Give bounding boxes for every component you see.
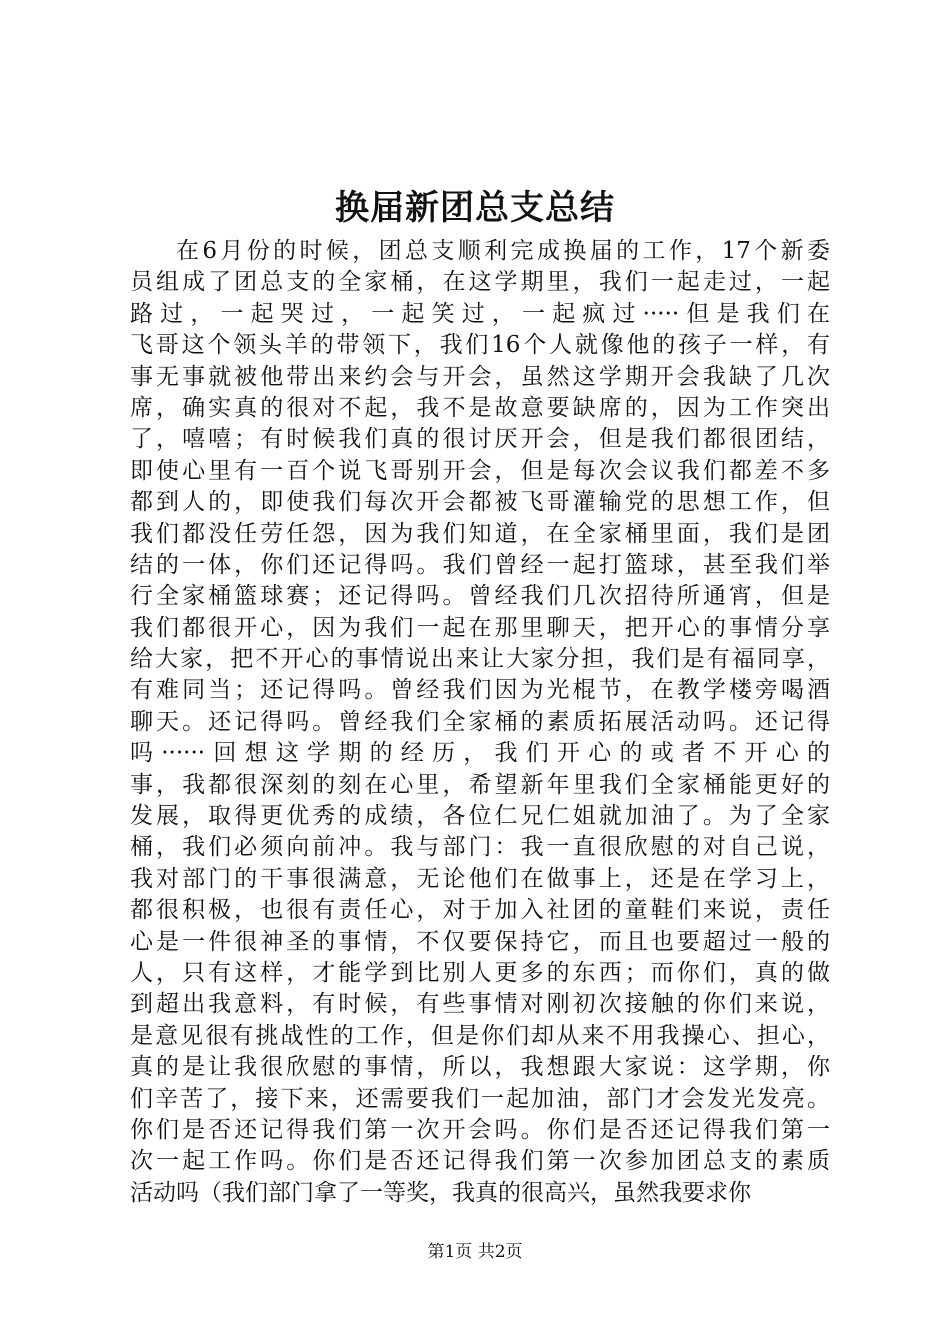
text-line: 即使心里有一百个说飞哥别开会，但是每次会议我们都差不多	[130, 457, 830, 484]
text-line: 给大家，把不开心的事情说出来让大家分担，我们是有福同享，	[130, 646, 830, 673]
text-line: 路过，一起哭过，一起笑过，一起疯过·····但是我们在	[130, 300, 830, 327]
text-line: 事无事就被他带出来约会与开会，虽然这学期开会我缺了几次	[130, 363, 830, 390]
text-line: 员组成了团总支的全家桶，在这学期里，我们一起走过，一起	[130, 269, 830, 296]
text-line: 行全家桶篮球赛；还记得吗。曾经我们几次招待所通宵，但是	[130, 583, 830, 610]
text-line: 了，嘻嘻；有时候我们真的很讨厌开会，但是我们都很团结，	[130, 426, 830, 453]
text-line: 结的一体，你们还记得吗。我们曾经一起打篮球，甚至我们举	[130, 551, 830, 578]
text-line: 聊天。还记得吗。曾经我们全家桶的素质拓展活动吗。还记得	[130, 708, 830, 735]
text-line: 事，我都很深刻的刻在心里，希望新年里我们全家桶能更好的	[130, 771, 830, 798]
text-line: 席，确实真的很对不起，我不是故意要缺席的，因为工作突出	[130, 394, 830, 421]
text-line: 都很积极，也很有责任心，对于加入社团的童鞋们来说，责任	[130, 897, 830, 924]
page-title: 换届新团总支总结	[335, 188, 615, 228]
text-line: 你们是否还记得我们第一次开会吗。你们是否还记得我们第一	[130, 1116, 830, 1143]
text-line: 发展，取得更优秀的成绩，各位仁兄仁姐就加油了。为了全家	[130, 803, 830, 830]
page-footer: 第1页 共2页	[427, 1242, 523, 1262]
text-line: 人，只有这样，才能学到比别人更多的东西；而你们，真的做	[130, 959, 830, 986]
text-line: 在6月份的时候，团总支顺利完成换届的工作，17个新委	[176, 238, 830, 264]
text-line: 到超出我意料，有时候，有些事情对刚初次接触的你们来说，	[130, 991, 830, 1018]
text-line: 活动吗（我们部门拿了一等奖，我真的很高兴，虽然我要求你	[130, 1179, 751, 1206]
text-line: 真的是让我很欣慰的事情，所以，我想跟大家说：这学期，你	[130, 1054, 830, 1081]
text-line: 们辛苦了，接下来，还需要我们一起加油，部门才会发光发亮。	[130, 1085, 830, 1112]
text-line: 心是一件很神圣的事情，不仅要保持它，而且也要超过一般的	[130, 928, 830, 955]
text-line: 桶，我们必须向前冲。我与部门：我一直很欣慰的对自己说，	[130, 834, 830, 861]
text-line: 有难同当；还记得吗。曾经我们因为光棍节，在教学楼旁喝酒	[130, 677, 830, 704]
text-line: 次一起工作吗。你们是否还记得我们第一次参加团总支的素质	[130, 1148, 830, 1175]
text-line: 我对部门的干事很满意，无论他们在做事上，还是在学习上，	[130, 865, 830, 892]
body-text	[130, 236, 830, 1209]
text-line: 飞哥这个领头羊的带领下，我们16个人就像他的孩子一样，有	[130, 332, 830, 359]
text-line: 我们都很开心，因为我们一起在那里聊天，把开心的事情分享	[130, 614, 830, 641]
text-line: 是意见很有挑战性的工作，但是你们却从来不用我操心、担心，	[130, 1022, 830, 1049]
text-line: 吗······回想这学期的经历，我们开心的或者不开心的	[130, 740, 830, 767]
text-line: 都到人的，即使我们每次开会都被飞哥灌输党的思想工作，但	[130, 489, 830, 516]
text-line: 我们都没任劳任怨，因为我们知道，在全家桶里面，我们是团	[130, 520, 830, 547]
